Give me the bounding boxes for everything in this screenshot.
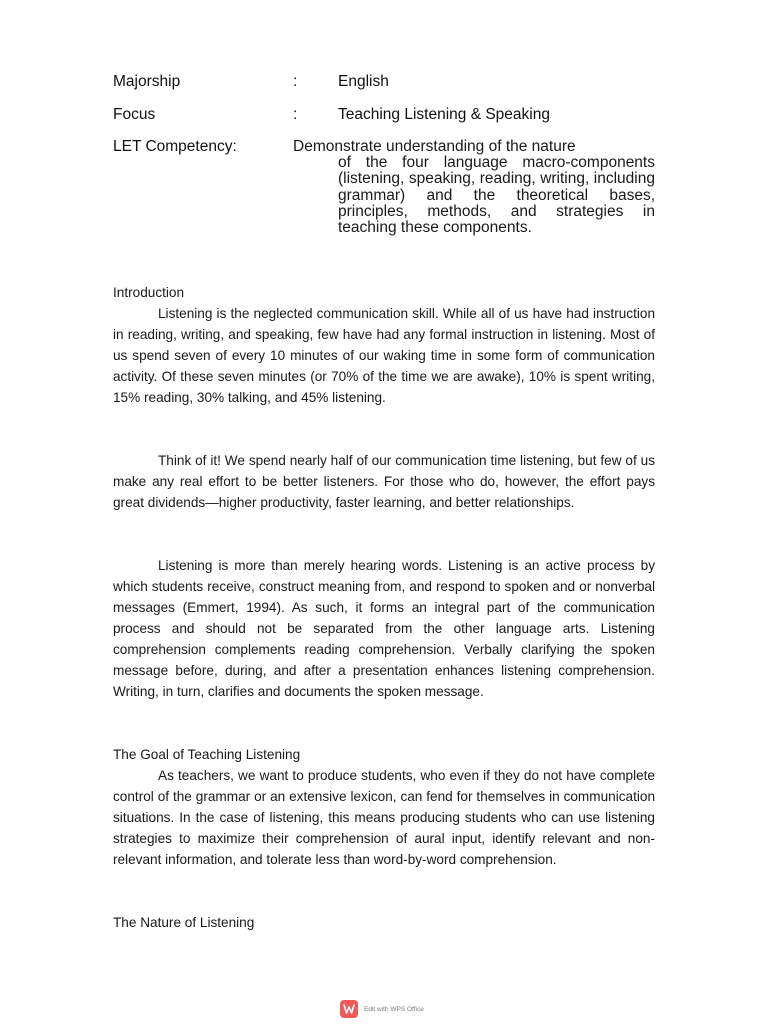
nature-heading: The Nature of Listening bbox=[113, 915, 255, 930]
focus-colon: : bbox=[293, 106, 298, 123]
intro-paragraph-2: Think of it! We spend nearly half of our communication time listening, but few of us make any real effort to be better listeners. For those who do, however, the effort pays great dividends—higher productivity, faster learning, and better relationships. bbox=[113, 453, 655, 510]
focus-value: Teaching Listening & Speaking bbox=[338, 106, 550, 123]
introduction-heading: Introduction bbox=[113, 285, 185, 300]
intro-paragraph-3: Listening is more than merely hearing words. Listening is an active process by which students receive, construct meaning from, and respond to spoken and or nonverbal messages (Emmert, 1994). As such, it forms an integral part of the communication process and should not be separated from the other language arts. Listening comprehension complements reading comprehension. Verbally clarifying the spoken message before, during, and after a presentation enhances listening comprehension. Writing, in turn, clarifies and documents the spoken message. bbox=[113, 558, 655, 699]
majorship-value: English bbox=[338, 73, 389, 90]
wps-footer-text: Edit with WPS Office bbox=[364, 1005, 424, 1013]
goal-paragraph: As teachers, we want to produce students, who even if they do not have complete control of the grammar or an extensive lexicon, can fend for themselves in communication situations. In the case of listening, this means producing students who can use listening strategies to maximize their comprehension of aural input, identify relevant and non-relevant information, and tolerate less than word-by-word comprehension. bbox=[113, 768, 655, 867]
majorship-colon: : bbox=[293, 73, 298, 90]
competency-description: of the four language macro-components (listening, speaking, reading, writing, including grammar) and the theoretical bases, principles, methods, and strategies in teaching these components. bbox=[338, 154, 655, 237]
competency-first-line: Demonstrate understanding of the nature bbox=[293, 138, 576, 155]
wps-office-logo-icon bbox=[340, 1000, 358, 1018]
focus-label: Focus bbox=[113, 106, 156, 123]
goal-heading: The Goal of Teaching Listening bbox=[113, 747, 301, 762]
intro-paragraph-1: Listening is the neglected communication skill. While all of us have had instruction in reading, writing, and speaking, few have had any formal instruction in listening. Most of us spend seven of every 10 minutes of our waking time in some form of communication activity. Of these seven minutes (or 70% of the time we are awake), 10% is spent writing, 15% reading, 30% talking, and 45% listening. bbox=[113, 306, 655, 405]
majorship-label: Majorship bbox=[113, 73, 181, 90]
competency-label: LET Competency: bbox=[113, 138, 237, 155]
wps-footer[interactable] bbox=[340, 999, 424, 1019]
